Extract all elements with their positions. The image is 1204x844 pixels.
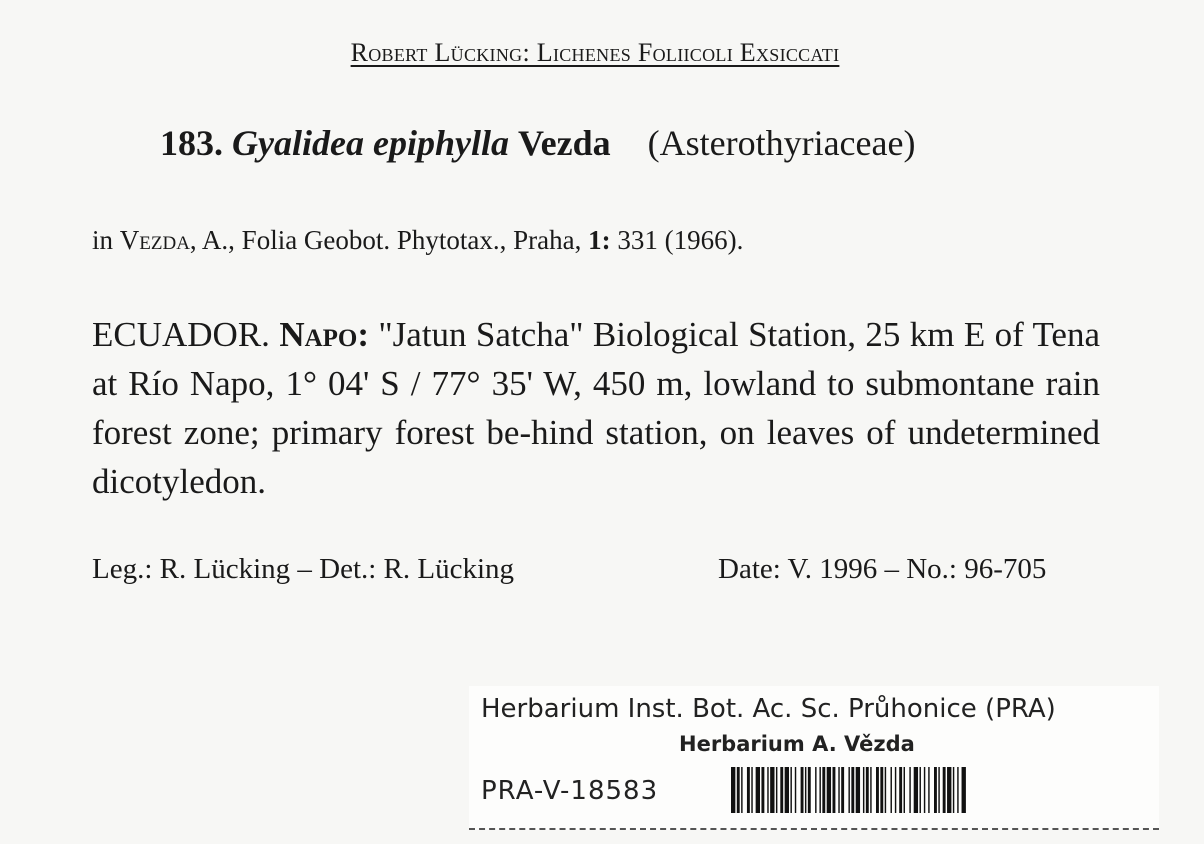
barcode-icon	[731, 767, 1141, 813]
locality-province: Napo:	[279, 315, 370, 354]
reference-volume: 1:	[588, 225, 611, 255]
specimen-id: PRA-V-18583	[481, 776, 659, 806]
locality-description: "Jatun Satcha" Biological Station, 25 km E of Tena at Río Napo, 1° 04' S / 77° 35' W, 450 m, lowland to submontane rain forest zone; primary forest be-hind station, on leaves of undetermined dicotyledon.	[92, 315, 1100, 501]
reference-prefix: in	[92, 225, 114, 255]
series-title	[0, 38, 1190, 68]
protologue-reference	[92, 225, 1132, 256]
exsiccata-number: 183.	[160, 123, 223, 163]
date-number: Date: V. 1996 – No.: 96-705	[718, 553, 1047, 585]
species-heading	[160, 122, 1160, 164]
locality-country: ECUADOR.	[92, 315, 270, 354]
collector-determiner: Leg.: R. Lücking – Det.: R. Lücking	[92, 553, 515, 585]
herbarium-sticker	[469, 686, 1159, 830]
herbarium-collection: Herbarium A. Vězda	[679, 732, 915, 756]
species-author: Vezda	[517, 123, 611, 163]
species-name: Gyalidea epiphylla	[232, 123, 509, 163]
locality-text	[92, 310, 1100, 506]
reference-journal: , A., Folia Geobot. Phytotax., Praha,	[189, 225, 582, 255]
series-title-text: Robert Lücking: Lichenes Foliicoli Exsiccati	[350, 38, 840, 67]
herbarium-institution: Herbarium Inst. Bot. Ac. Sc. Průhonice (PRA)	[481, 694, 1056, 724]
species-family: (Asterothyriaceae)	[647, 123, 916, 163]
reference-author: Vezda	[119, 225, 190, 255]
reference-pages: 331 (1966).	[617, 225, 744, 255]
